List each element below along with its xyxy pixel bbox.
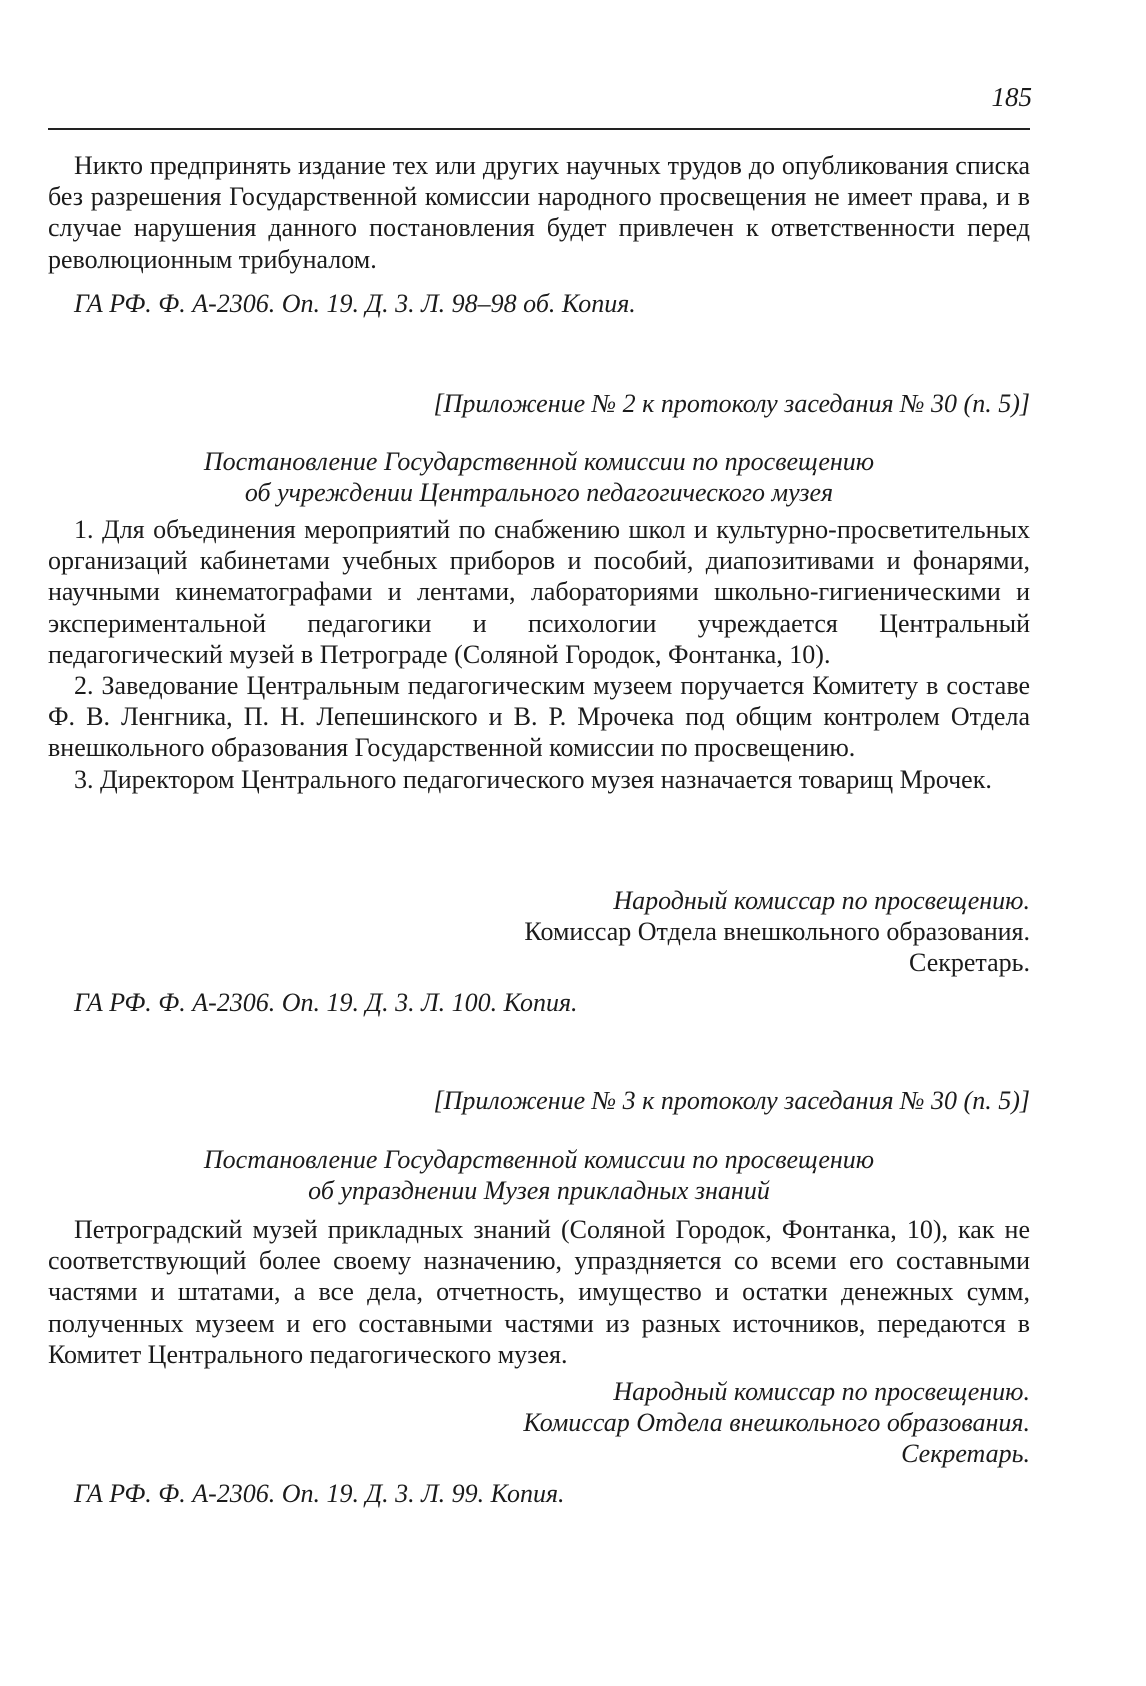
archive-source-2: ГА РФ. Ф. А-2306. Оп. 19. Д. 3. Л. 100. Копия.	[74, 988, 578, 1017]
appendix-2-title-line-2: об учреждении Центрального педагогического музея	[244, 478, 834, 508]
appendix-2-signature-2: Комиссар Отдела внешкольного образования.	[524, 917, 1030, 947]
appendix-3-heading-block	[48, 1085, 1030, 1116]
archive-source-1: ГА РФ. Ф. А-2306. Оп. 19. Д. 3. Л. 98–98 об. Копия.	[74, 289, 636, 318]
appendix-2-heading: [Приложение № 2 к протоколу заседания № 30 (п. 5)]	[433, 389, 1030, 418]
intro-section	[48, 150, 1030, 275]
appendix-3-body	[48, 1214, 1030, 1370]
appendix-3-title-line-1: Постановление Государственной комиссии по просвещению	[203, 1145, 875, 1174]
appendix-2-body	[48, 514, 1030, 795]
appendix-3-signatures	[48, 1376, 1030, 1470]
appendix-2-item-3: 3. Директором Центрального педагогического музея назначается товарищ Мрочек.	[74, 764, 992, 794]
appendix-2-signature-3: Секретарь.	[909, 948, 1030, 978]
appendix-2-title-line-1: Постановление Государственной комиссии по просвещению	[203, 447, 875, 476]
intro-paragraph: Никто предпринять издание тех или других научных трудов до опубликования списка без разрешения Государственной комиссии народного просвещения не имеет права, и в случае нарушения данного постановления будет привлечен к ответственности перед революционным трибуналом.	[48, 151, 1030, 274]
appendix-3-title-block	[48, 1144, 1030, 1206]
appendix-3-heading: [Приложение № 3 к протоколу заседания № 30 (п. 5)]	[433, 1086, 1030, 1115]
archive-source-3: ГА РФ. Ф. А-2306. Оп. 19. Д. 3. Л. 99. Копия.	[74, 1479, 565, 1508]
appendix-2-signature-1: Народный комиссар по просвещению.	[613, 886, 1030, 915]
source-2-block	[48, 987, 1030, 1018]
appendix-2-title-block	[48, 446, 1030, 508]
appendix-3-signature-3: Секретарь.	[901, 1439, 1030, 1469]
appendix-2-item-2: 2. Заведование Центральным педагогическим музеем поручается Комитету в составе Ф. В. Ленгника, П. Н. Лепешинского и В. Р. Мрочека под общим контролем Отдела внешкольного образования Государственной комиссии по просвещению.	[48, 671, 1030, 763]
appendix-3-title-line-2: об упразднении Музея прикладных знаний	[308, 1176, 770, 1206]
page-number: 185	[991, 82, 1032, 112]
appendix-3-signature-1: Народный комиссар по просвещению.	[613, 1377, 1030, 1406]
source-3-block	[48, 1478, 1030, 1509]
appendix-3-signature-2: Комиссар Отдела внешкольного образования.	[523, 1408, 1030, 1438]
source-1-block	[48, 288, 1030, 319]
appendix-2-item-1: 1. Для объединения мероприятий по снабжению школ и культурно-просветительных организаций кабинетами учебных приборов и пособий, диапозитивами и фонарями, научными кинематографами и лентами, лабораториями школьно-гигиеническими и экспериментальной педагогики и психологии учреждается Центральный педагогический музей в Петрограде (Соляной Городок, Фонтанка, 10).	[48, 515, 1030, 669]
header-rule	[48, 128, 1030, 130]
document-page	[40, 0, 1070, 1686]
appendix-3-paragraph: Петроградский музей прикладных знаний (Соляной Городок, Фонтанка, 10), как не соответствующий более своему назначению, упраздняется со всеми его составными частями и штатами, а все дела, отчетность, имущество и остатки денежных сумм, полученных музеем и его составными частями из разных источников, передаются в Комитет Центрального педагогического музея.	[48, 1215, 1030, 1369]
appendix-2-heading-block	[48, 388, 1030, 419]
appendix-2-signatures	[48, 885, 1030, 979]
